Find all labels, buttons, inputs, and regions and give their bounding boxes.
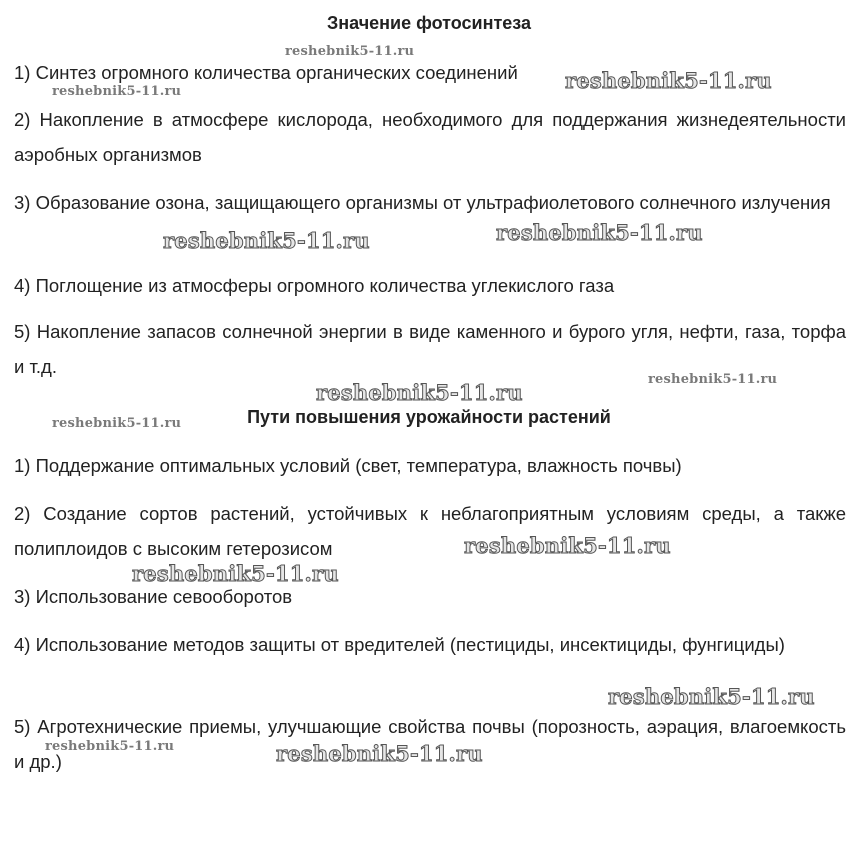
list-item: 4) Поглощение из атмосферы огромного количества углекислого газа (14, 275, 615, 296)
watermark: reshebnik5-11.ru (132, 561, 339, 586)
watermark: reshebnik5-11.ru (608, 684, 815, 709)
watermark: reshebnik5-11.ru (648, 372, 778, 387)
list-item: 5) Агротехнические приемы, улучшающие свойства почвы (порозность, аэрация, влагоемкость и др.) (14, 716, 846, 772)
list-item: 2) Накопление в атмосфере кислорода, необходимого для поддержания жизнедеятельности аэробных организмов (14, 109, 846, 165)
watermark: reshebnik5-11.ru (464, 533, 671, 558)
watermark: reshebnik5-11.ru (163, 228, 370, 253)
watermark: reshebnik5-11.ru (52, 416, 182, 431)
watermark: reshebnik5-11.ru (276, 741, 483, 766)
list-item: 1) Поддержание оптимальных условий (свет, температура, влажность почвы) (14, 455, 682, 476)
list-item: 2) Создание сортов растений, устойчивых к неблагоприятным условиям среды, а также полиплоидов с высоким гетерозисом (14, 503, 846, 559)
watermark: reshebnik5-11.ru (565, 68, 772, 93)
section-title-yield-increase: Пути повышения урожайности растений (247, 407, 611, 427)
watermark: reshebnik5-11.ru (285, 44, 415, 59)
list-item: 5) Накопление запасов солнечной энергии в виде каменного и бурого угля, нефти, газа, торфа и т.д. (14, 321, 846, 377)
watermark: reshebnik5-11.ru (496, 220, 703, 245)
list-item: 3) Образование озона, защищающего организмы от ультрафиолетового солнечного излучения (14, 192, 831, 213)
list-item: 3) Использование севооборотов (14, 586, 293, 607)
section-title-photosynthesis-importance: Значение фотосинтеза (326, 13, 531, 33)
watermark: reshebnik5-11.ru (45, 739, 175, 754)
list-item: 4) Использование методов защиты от вредителей (пестициды, инсектициды, фунгициды) (14, 634, 785, 655)
watermark: reshebnik5-11.ru (316, 380, 523, 405)
list-item: 1) Синтез огромного количества органических соединений (14, 62, 518, 83)
watermark: reshebnik5-11.ru (52, 84, 182, 99)
